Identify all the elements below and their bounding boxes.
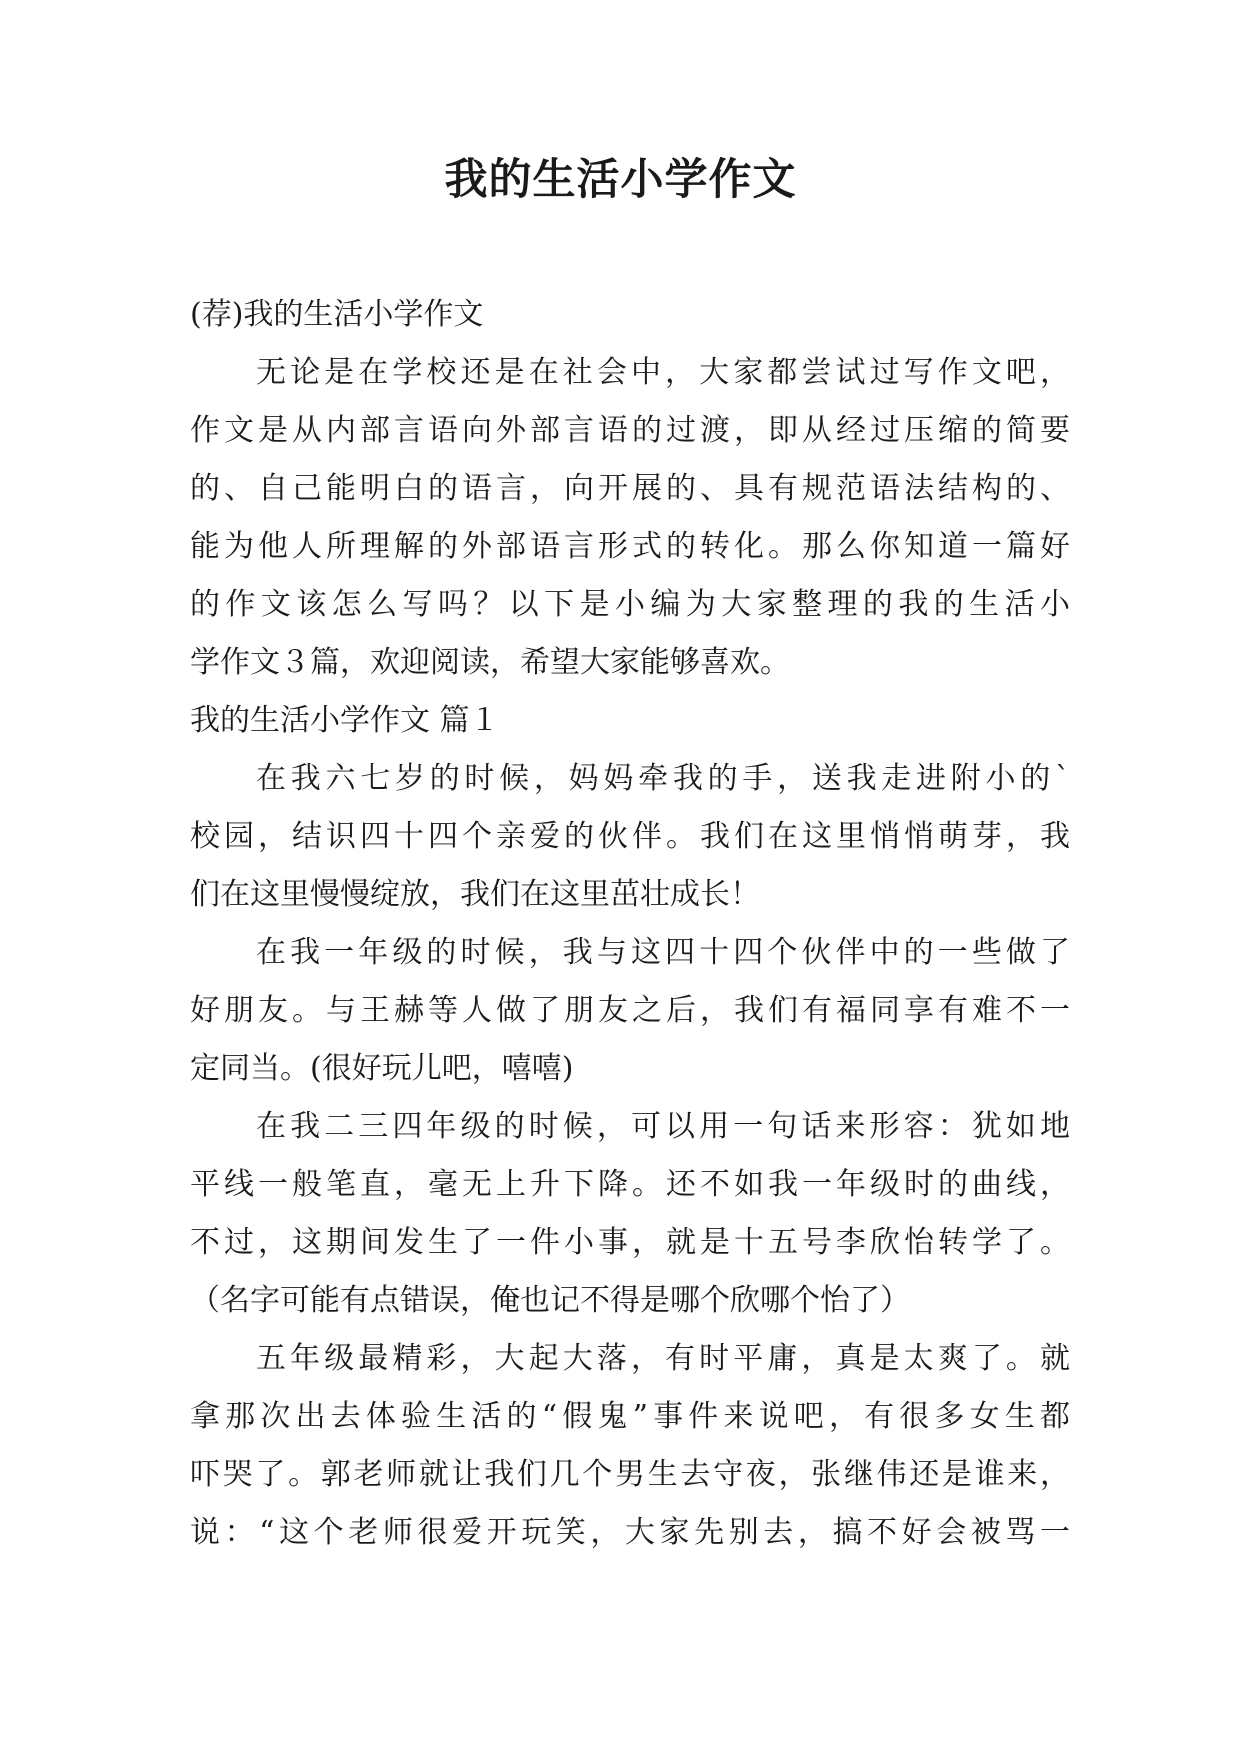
text-line: （名字可能有点错误，俺也记不得是哪个欣哪个怡了）	[190, 1283, 910, 1318]
text-line: 不过，这期间发生了一件小事，就是十五号李欣怡转学了。	[190, 1225, 1070, 1260]
document-body	[190, 286, 1070, 1562]
text-line: 校园，结识四十四个亲爱的伙伴。我们在这里悄悄萌芽，我	[190, 819, 1070, 854]
text-line: 说：“这个老师很爱开玩笑，大家先别去，搞不好会被骂一	[190, 1515, 1070, 1550]
text-line: 在我二三四年级的时候，可以用一句话来形容：犹如地	[256, 1109, 1070, 1144]
text-line: 在我六七岁的时候，妈妈牵我的手，送我走进附小的`	[256, 761, 1070, 796]
text-line: 我的生活小学作文 篇１	[190, 703, 500, 738]
text-line: (荐)我的生活小学作文	[190, 297, 484, 332]
text-line: 能为他人所理解的外部语言形式的转化。那么你知道一篇好	[190, 529, 1070, 564]
text-line: 作文是从内部言语向外部言语的过渡，即从经过压缩的简要	[190, 413, 1070, 448]
text-line: 拿那次出去体验生活的“假鬼”事件来说吧，有很多女生都	[190, 1399, 1070, 1434]
text-line: 吓哭了。郭老师就让我们几个男生去守夜，张继伟还是谁来，	[190, 1457, 1070, 1492]
document-title: 我的生活小学作文	[444, 155, 797, 205]
text-line: 五年级最精彩，大起大落，有时平庸，真是太爽了。就	[256, 1341, 1070, 1376]
text-line: 定同当。(很好玩儿吧，嘻嘻)	[190, 1051, 574, 1086]
text-line: 的作文该怎么写吗？以下是小编为大家整理的我的生活小	[190, 587, 1070, 622]
text-line: 的、自己能明白的语言，向开展的、具有规范语法结构的、	[190, 471, 1070, 506]
text-line: 们在这里慢慢绽放，我们在这里茁壮成长！	[190, 877, 760, 912]
text-line: 无论是在学校还是在社会中，大家都尝试过写作文吧，	[256, 355, 1070, 390]
text-line: 好朋友。与王赫等人做了朋友之后，我们有福同享有难不一	[190, 993, 1070, 1028]
text-line: 在我一年级的时候，我与这四十四个伙伴中的一些做了	[256, 935, 1070, 970]
text-line: 学作文３篇，欢迎阅读，希望大家能够喜欢。	[190, 645, 790, 680]
text-line: 平线一般笔直，毫无上升下降。还不如我一年级时的曲线，	[190, 1167, 1070, 1202]
